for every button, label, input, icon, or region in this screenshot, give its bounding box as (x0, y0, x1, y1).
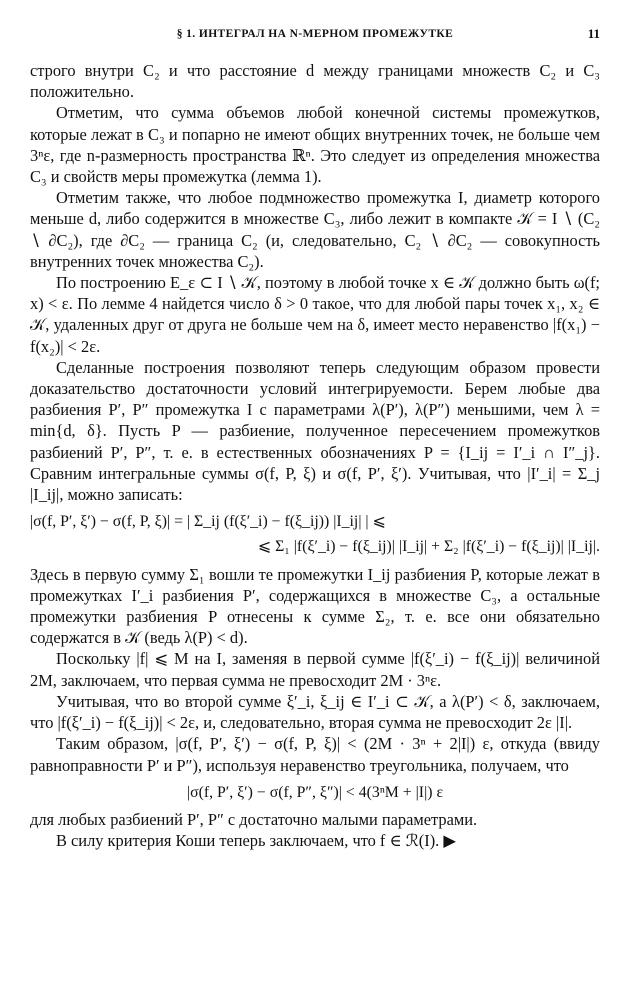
page-number: 11 (587, 26, 600, 41)
formula-line: |σ(f, P′, ξ′) − σ(f, P″, ξ″)| < 4(3ⁿM + |I|) ε (186, 783, 444, 801)
paragraph: Сделанные построения позволяют теперь следующим образом провести доказательство достаточности условий интегрируемости. Берем любые два разбиения P′, P″ промежутка I с параметрами λ(P′), λ(P″) меньшими, чем λ = min{d, δ}. Пусть P — разбиение, полученное пересечением промежутков разбиений P′, P″, т. е. в естественных обозначениях P = {I_ij = I′_i ∩ I″_j}. Сравним интегральные суммы σ(f, P, ξ) и σ(f, P′, ξ′). Учитывая, что |I′_i| = Σ_j |I_ij|, можно записать: (30, 357, 600, 505)
paragraph: Отметим, что сумма объемов любой конечной системы промежутков, которые лежат в C₃ и попарно не имеют общих внутренних точек, не больше чем 3ⁿε, где n-размерность пространства ℝⁿ. Это следует из определения множества C₃ и свойств меры промежутка (лемма 1). (30, 103, 600, 187)
paragraph: Учитывая, что во второй сумме ξ′_i, ξ_ij ∈ I′_i ⊂ 𝒦, а λ(P′) < δ, заключаем, что |f(ξ′_i) − f(ξ_ij)| < 2ε, и, следовательно, вторая сумма не превосходит 2ε |I|. (30, 691, 600, 733)
paragraph: Отметим также, что любое подмножество промежутка I, диаметр которого меньше d, либо содержится в множестве C₃, либо лежит в компакте 𝒦 = I ∖ (C₂ ∖ ∂C₂), где ∂C₂ — граница C₂ (и, следовательно, C₂ ∖ ∂C₂ — совокупность внутренних точек множества C₂). (30, 188, 600, 271)
book-page (30, 26, 600, 986)
paragraph: строго внутри C₂ и что расстояние d между границами множеств C₂ и C₃ положительно. (30, 61, 600, 102)
running-title: § 1. ИНТЕГРАЛ НА N-МЕРНОМ ПРОМЕЖУТКЕ (176, 28, 454, 40)
paragraph: Таким образом, |σ(f, P′, ξ′) − σ(f, P, ξ)| < (2M · 3ⁿ + 2|I|) ε, откуда (ввиду равноправности P′ и P″), используя неравенство треугольника, получаем, что (30, 734, 600, 775)
display-formula-2 (30, 782, 600, 803)
formula-line: |σ(f, P′, ξ′) − σ(f, P, ξ)| = | Σ_ij (f(ξ′_i) − f(ξ_ij)) |I_ij| | ⩽ (30, 513, 386, 531)
formula-line: ⩽ Σ₁ |f(ξ′_i) − f(ξ_ij)| |I_ij| + Σ₂ |f(ξ′_i) − f(ξ_ij)| |I_ij|. (257, 538, 600, 556)
page-body (30, 60, 600, 851)
paragraph: Поскольку |f| ⩽ M на I, заменяя в первой сумме |f(ξ′_i) − f(ξ_ij)| величиной 2M, заключаем, что первая сумма не превосходит 2M · 3ⁿε. (30, 649, 600, 690)
display-formula-1 (30, 511, 600, 557)
paragraph: По построению E_ε ⊂ I ∖ 𝒦, поэтому в любой точке x ∈ 𝒦 должно быть ω(f; x) < ε. По лемме 4 найдется число δ > 0 такое, что для любой пары точек x₁, x₂ ∈ 𝒦, удаленных друг от друга не больше чем на δ, имеет место неравенство |f(x₁) − f(x₂)| < 2ε. (30, 273, 600, 356)
running-header (30, 26, 600, 48)
paragraph: В силу критерия Коши теперь заключаем, что f ∈ ℛ(I). ▶ (56, 831, 456, 851)
paragraph: Здесь в первую сумму Σ₁ вошли те промежутки I_ij разбиения P, которые лежат в промежутках I′_i разбиения P′, содержащихся в множестве C₃, а остальные промежутки разбиения P отнесены к сумме Σ₂, т. е. все они обязательно содержатся в 𝒦 (ведь λ(P) < d). (30, 564, 600, 648)
paragraph: для любых разбиений P′, P″ с достаточно малыми параметрами. (30, 809, 478, 829)
